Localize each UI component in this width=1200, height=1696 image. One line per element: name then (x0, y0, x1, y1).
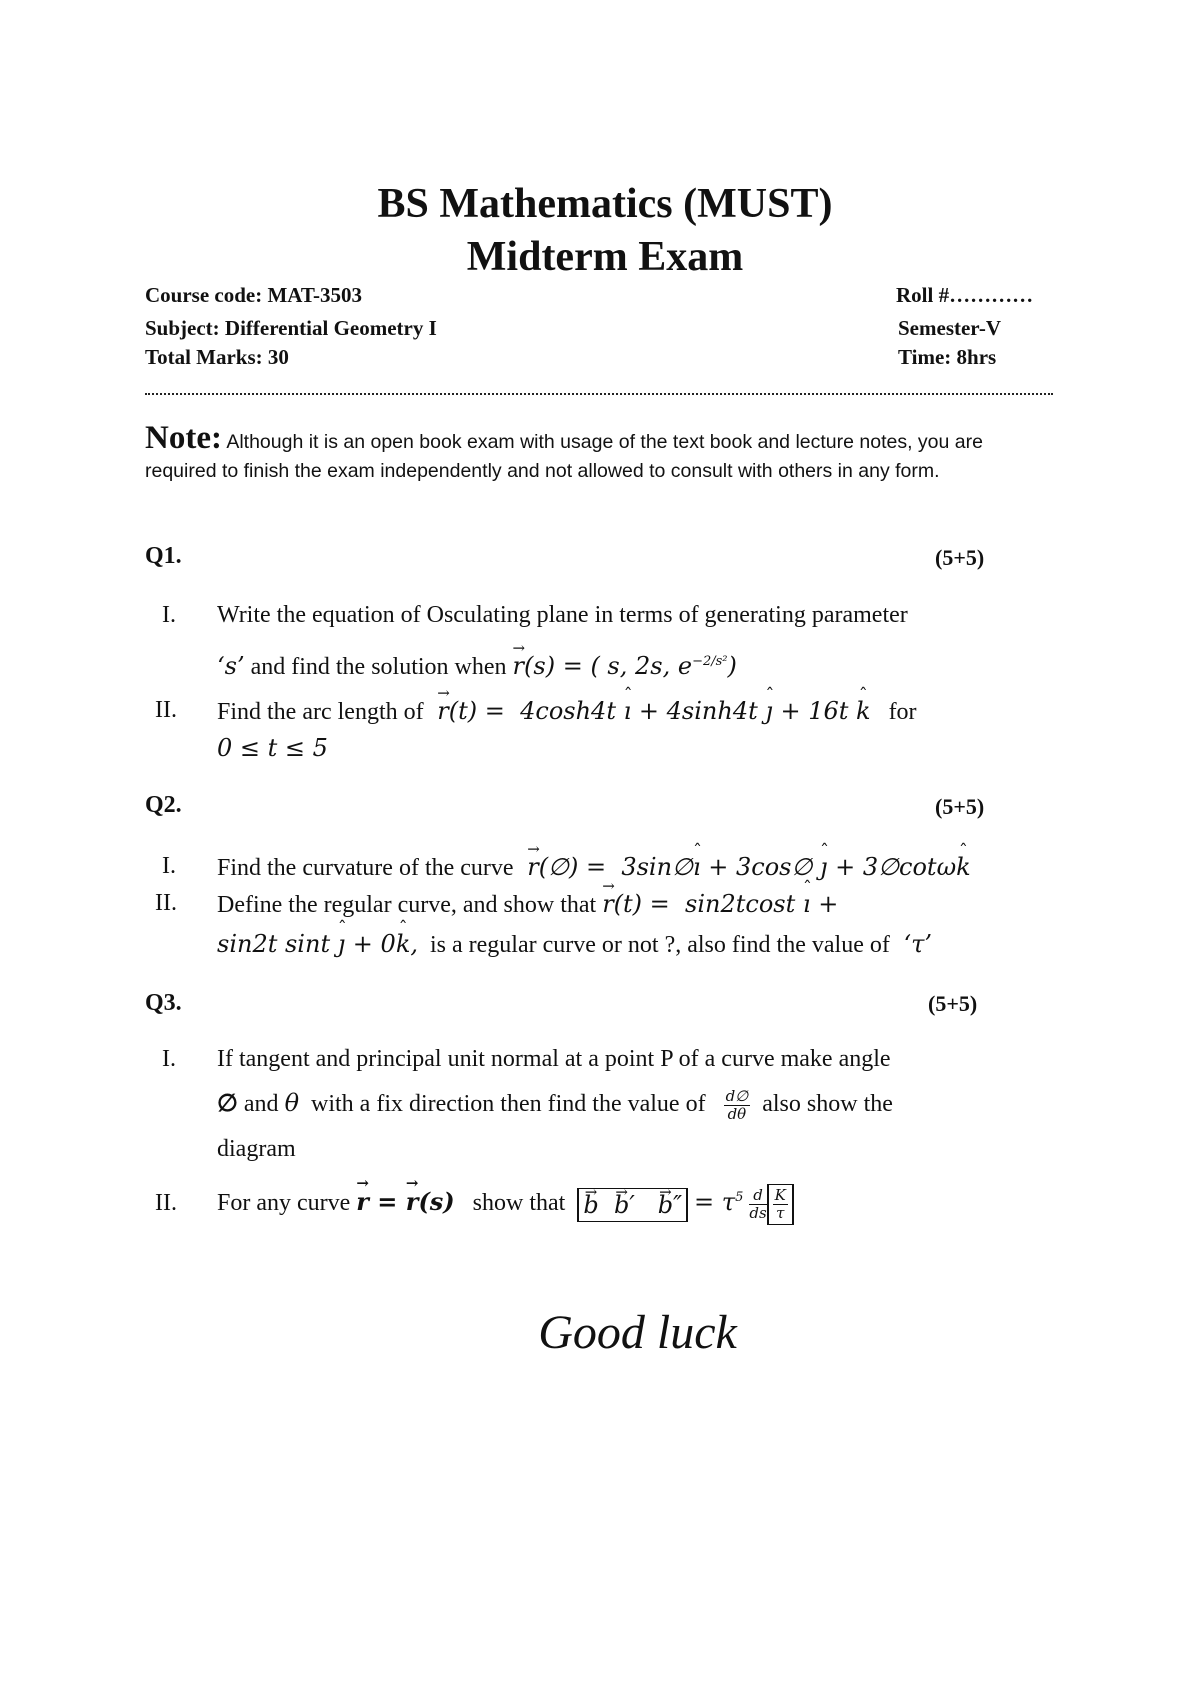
q1-part-2-number: II. (155, 697, 177, 723)
q3-part-2-line1: For any curve → r = → r(s) show that → $b \to b' \to b'' = \tau^5$ $\frac{d}{ds}$ $\frac{K}{\tau}$ (217, 1184, 794, 1225)
q3-part-2-number: II. (155, 1190, 177, 1216)
q1-part-2-formula: → r(t) = 4cosh4t ˆ ı + 4sinh4t ˆ ȷ + 16t ˆ k (430, 697, 871, 725)
q1-part-1-line2: ‘s’ and find the solution when → r(s) = ( s, 2s, $e^{-2/s^2}$) (217, 652, 737, 681)
roll-number: Roll #………… (896, 283, 1034, 307)
q3-part-1-line2-text: with a fix direction then find the value of (311, 1091, 706, 1118)
exam-title-line1: BS Mathematics (MUST) (377, 181, 833, 227)
question-3-label: Q3. (145, 990, 182, 1016)
q3-part-1-line2: ∅ and θ with a fix direction then find the value of $\frac{d\emptyset}{d\theta}$ also show the (217, 1087, 893, 1123)
exam-title-line2: Midterm Exam (466, 234, 744, 280)
question-1-label: Q1. (145, 543, 182, 569)
q1-part-1-line1: Write the equation of Osculating plane in terms of generating parameter (217, 602, 908, 628)
q3-part-1-fraction: $\frac{d\emptyset}{d\theta}$ (725, 1087, 749, 1123)
q2-part-2-line1 (217, 890, 838, 919)
q1-part-2-line1 (217, 697, 917, 726)
q3-part-1-tail: also show the (762, 1091, 893, 1118)
q1-part-2-range: 0 ≤ t ≤ 5 (217, 734, 328, 762)
q3-part-2-line1-text: For any curve (217, 1190, 351, 1217)
q2-part-2-line2: sin2t sint ˆ ȷ + 0ˆ k, is a regular curve or not ?, also find the value of ‘τ’ (217, 930, 932, 959)
closing-message: Good luck (538, 1306, 737, 1359)
note-text: Although it is an open book exam with usage of the text book and lecture notes, you are required to finish the exam independently and not allowed to consult with others in any form. (145, 431, 983, 482)
q2-part-1-formula: → r(∅) = 3sin∅ˆ ı + 3cos∅ ˆ ȷ + 3∅cotωˆ k (520, 853, 971, 881)
q1-part-1-formula: → r(s) = ( s, 2s, $e^{-2/s^2}$) (513, 652, 737, 680)
question-1-marks: (5+5) (935, 545, 985, 570)
q1-part-1-number: I. (162, 602, 176, 628)
q2-part-2-line2-text: is a regular curve or not ?, also find the value of (430, 932, 890, 958)
q2-part-1-line1-text: Find the curvature of the curve (217, 855, 514, 881)
q2-part-2-formula-a: → r(t) = sin2tcost ˆ ı + (602, 890, 838, 918)
q2-part-2-formula-b: sin2t sint ˆ ȷ + 0ˆ k, (217, 930, 418, 958)
total-marks: Total Marks: 30 (145, 345, 289, 369)
q3-part-2-mid: show that (472, 1190, 566, 1217)
q2-part-2-number: II. (155, 890, 177, 916)
q1-part-1-line2-text: and find the solution when (250, 654, 507, 680)
note-block (145, 420, 1055, 486)
course-code: Course code: MAT-3503 (145, 283, 362, 307)
q2-part-1-number: I. (162, 853, 176, 879)
q1-part-2-line1-text: Find the arc length of (217, 699, 424, 725)
semester: Semester-V (898, 316, 1002, 340)
question-3-marks: (5+5) (928, 991, 978, 1016)
q1-part-2-tail: for (888, 699, 917, 725)
q2-part-1-line1 (217, 853, 971, 882)
q3-part-1-line3: diagram (217, 1136, 296, 1162)
q3-part-2-curve: → r = → r(s) (356, 1187, 454, 1216)
time-allowed: Time: 8hrs (898, 345, 997, 369)
question-2-label: Q2. (145, 792, 182, 818)
question-2-marks: (5+5) (935, 794, 985, 819)
note-label: Note: (145, 420, 222, 456)
q2-part-2-line1-text: Define the regular curve, and show that (217, 892, 597, 918)
subject: Subject: Differential Geometry I (145, 316, 437, 340)
dotted-separator (145, 381, 1053, 395)
q3-part-2-triple-product: → b → b′ → b″ (577, 1188, 688, 1222)
q3-part-1-and: and (243, 1091, 279, 1118)
q3-part-1-number: I. (162, 1046, 176, 1072)
q3-part-1-line1: If tangent and principal unit normal at a point P of a curve make angle (217, 1046, 891, 1072)
